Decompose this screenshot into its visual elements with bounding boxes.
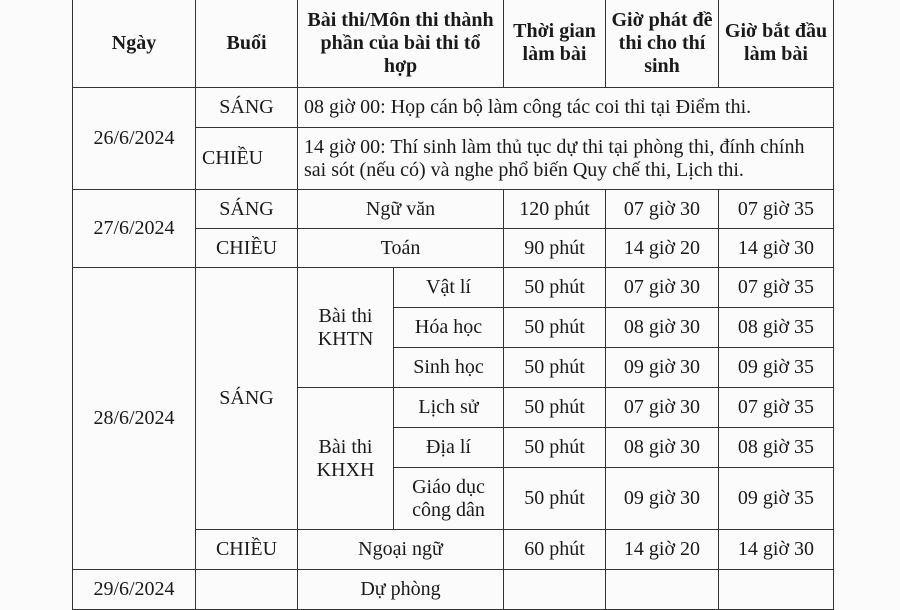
duration-cell: 90 phút (504, 229, 606, 268)
exam-schedule-table (72, 0, 834, 610)
session-cell: SÁNG (196, 88, 298, 128)
distribute-cell: 14 giờ 20 (606, 229, 719, 268)
duration-cell (504, 570, 606, 610)
start-cell: 14 giờ 30 (719, 229, 834, 268)
duration-cell: 60 phút (504, 530, 606, 570)
duration-cell: 50 phút (504, 308, 606, 348)
session-cell: SÁNG (196, 268, 298, 530)
start-cell: 07 giờ 35 (719, 268, 834, 308)
start-cell: 14 giờ 30 (719, 530, 834, 570)
session-cell: CHIỀU (196, 128, 298, 190)
duration-cell: 50 phút (504, 468, 606, 530)
header-subject: Bài thi/Môn thi thành phần của bài thi tổ hợp (298, 0, 504, 88)
subject-cell: Sinh học (394, 348, 504, 388)
note-cell: 14 giờ 00: Thí sinh làm thủ tục dự thi tại phòng thi, đính chính sai sót (nếu có) và nghe phổ biến Quy chế thi, Lịch thi. (298, 128, 834, 190)
subject-cell: Dự phòng (298, 570, 504, 610)
header-duration: Thời gian làm bài (504, 0, 606, 88)
table-row (73, 268, 834, 308)
distribute-cell: 07 giờ 30 (606, 190, 719, 229)
subject-cell: Vật lí (394, 268, 504, 308)
session-cell: CHIỀU (196, 229, 298, 268)
subject-cell: Giáo dục công dân (394, 468, 504, 530)
distribute-cell: 14 giờ 20 (606, 530, 719, 570)
start-cell: 07 giờ 35 (719, 190, 834, 229)
start-cell: 09 giờ 35 (719, 348, 834, 388)
start-cell: 07 giờ 35 (719, 388, 834, 428)
distribute-cell (606, 570, 719, 610)
subject-cell: Địa lí (394, 428, 504, 468)
group-cell: Bài thi KHTN (298, 268, 394, 388)
distribute-cell: 07 giờ 30 (606, 268, 719, 308)
table-row (73, 88, 834, 128)
subject-cell: Ngoại ngữ (298, 530, 504, 570)
duration-cell: 50 phút (504, 388, 606, 428)
subject-cell: Toán (298, 229, 504, 268)
header-distribute: Giờ phát đề thi cho thí sinh (606, 0, 719, 88)
distribute-cell: 08 giờ 30 (606, 308, 719, 348)
distribute-cell: 09 giờ 30 (606, 468, 719, 530)
date-cell: 26/6/2024 (73, 88, 196, 190)
duration-cell: 120 phút (504, 190, 606, 229)
distribute-cell: 08 giờ 30 (606, 428, 719, 468)
duration-cell: 50 phút (504, 268, 606, 308)
date-cell: 29/6/2024 (73, 570, 196, 610)
distribute-cell: 09 giờ 30 (606, 348, 719, 388)
table-row (73, 570, 834, 610)
session-cell (196, 570, 298, 610)
table-row (73, 190, 834, 229)
start-cell: 08 giờ 35 (719, 308, 834, 348)
distribute-cell: 07 giờ 30 (606, 388, 719, 428)
header-start: Giờ bắt đầu làm bài (719, 0, 834, 88)
header-row (73, 0, 834, 88)
header-session: Buổi (196, 0, 298, 88)
session-cell: SÁNG (196, 190, 298, 229)
header-day: Ngày (73, 0, 196, 88)
group-cell: Bài thi KHXH (298, 388, 394, 530)
subject-cell: Hóa học (394, 308, 504, 348)
duration-cell: 50 phút (504, 428, 606, 468)
session-cell: CHIỀU (196, 530, 298, 570)
subject-cell: Ngữ văn (298, 190, 504, 229)
start-cell (719, 570, 834, 610)
start-cell: 08 giờ 35 (719, 428, 834, 468)
date-cell: 28/6/2024 (73, 268, 196, 570)
duration-cell: 50 phút (504, 348, 606, 388)
subject-cell: Lịch sử (394, 388, 504, 428)
start-cell: 09 giờ 35 (719, 468, 834, 530)
date-cell: 27/6/2024 (73, 190, 196, 268)
note-cell: 08 giờ 00: Họp cán bộ làm công tác coi thi tại Điểm thi. (298, 88, 834, 128)
